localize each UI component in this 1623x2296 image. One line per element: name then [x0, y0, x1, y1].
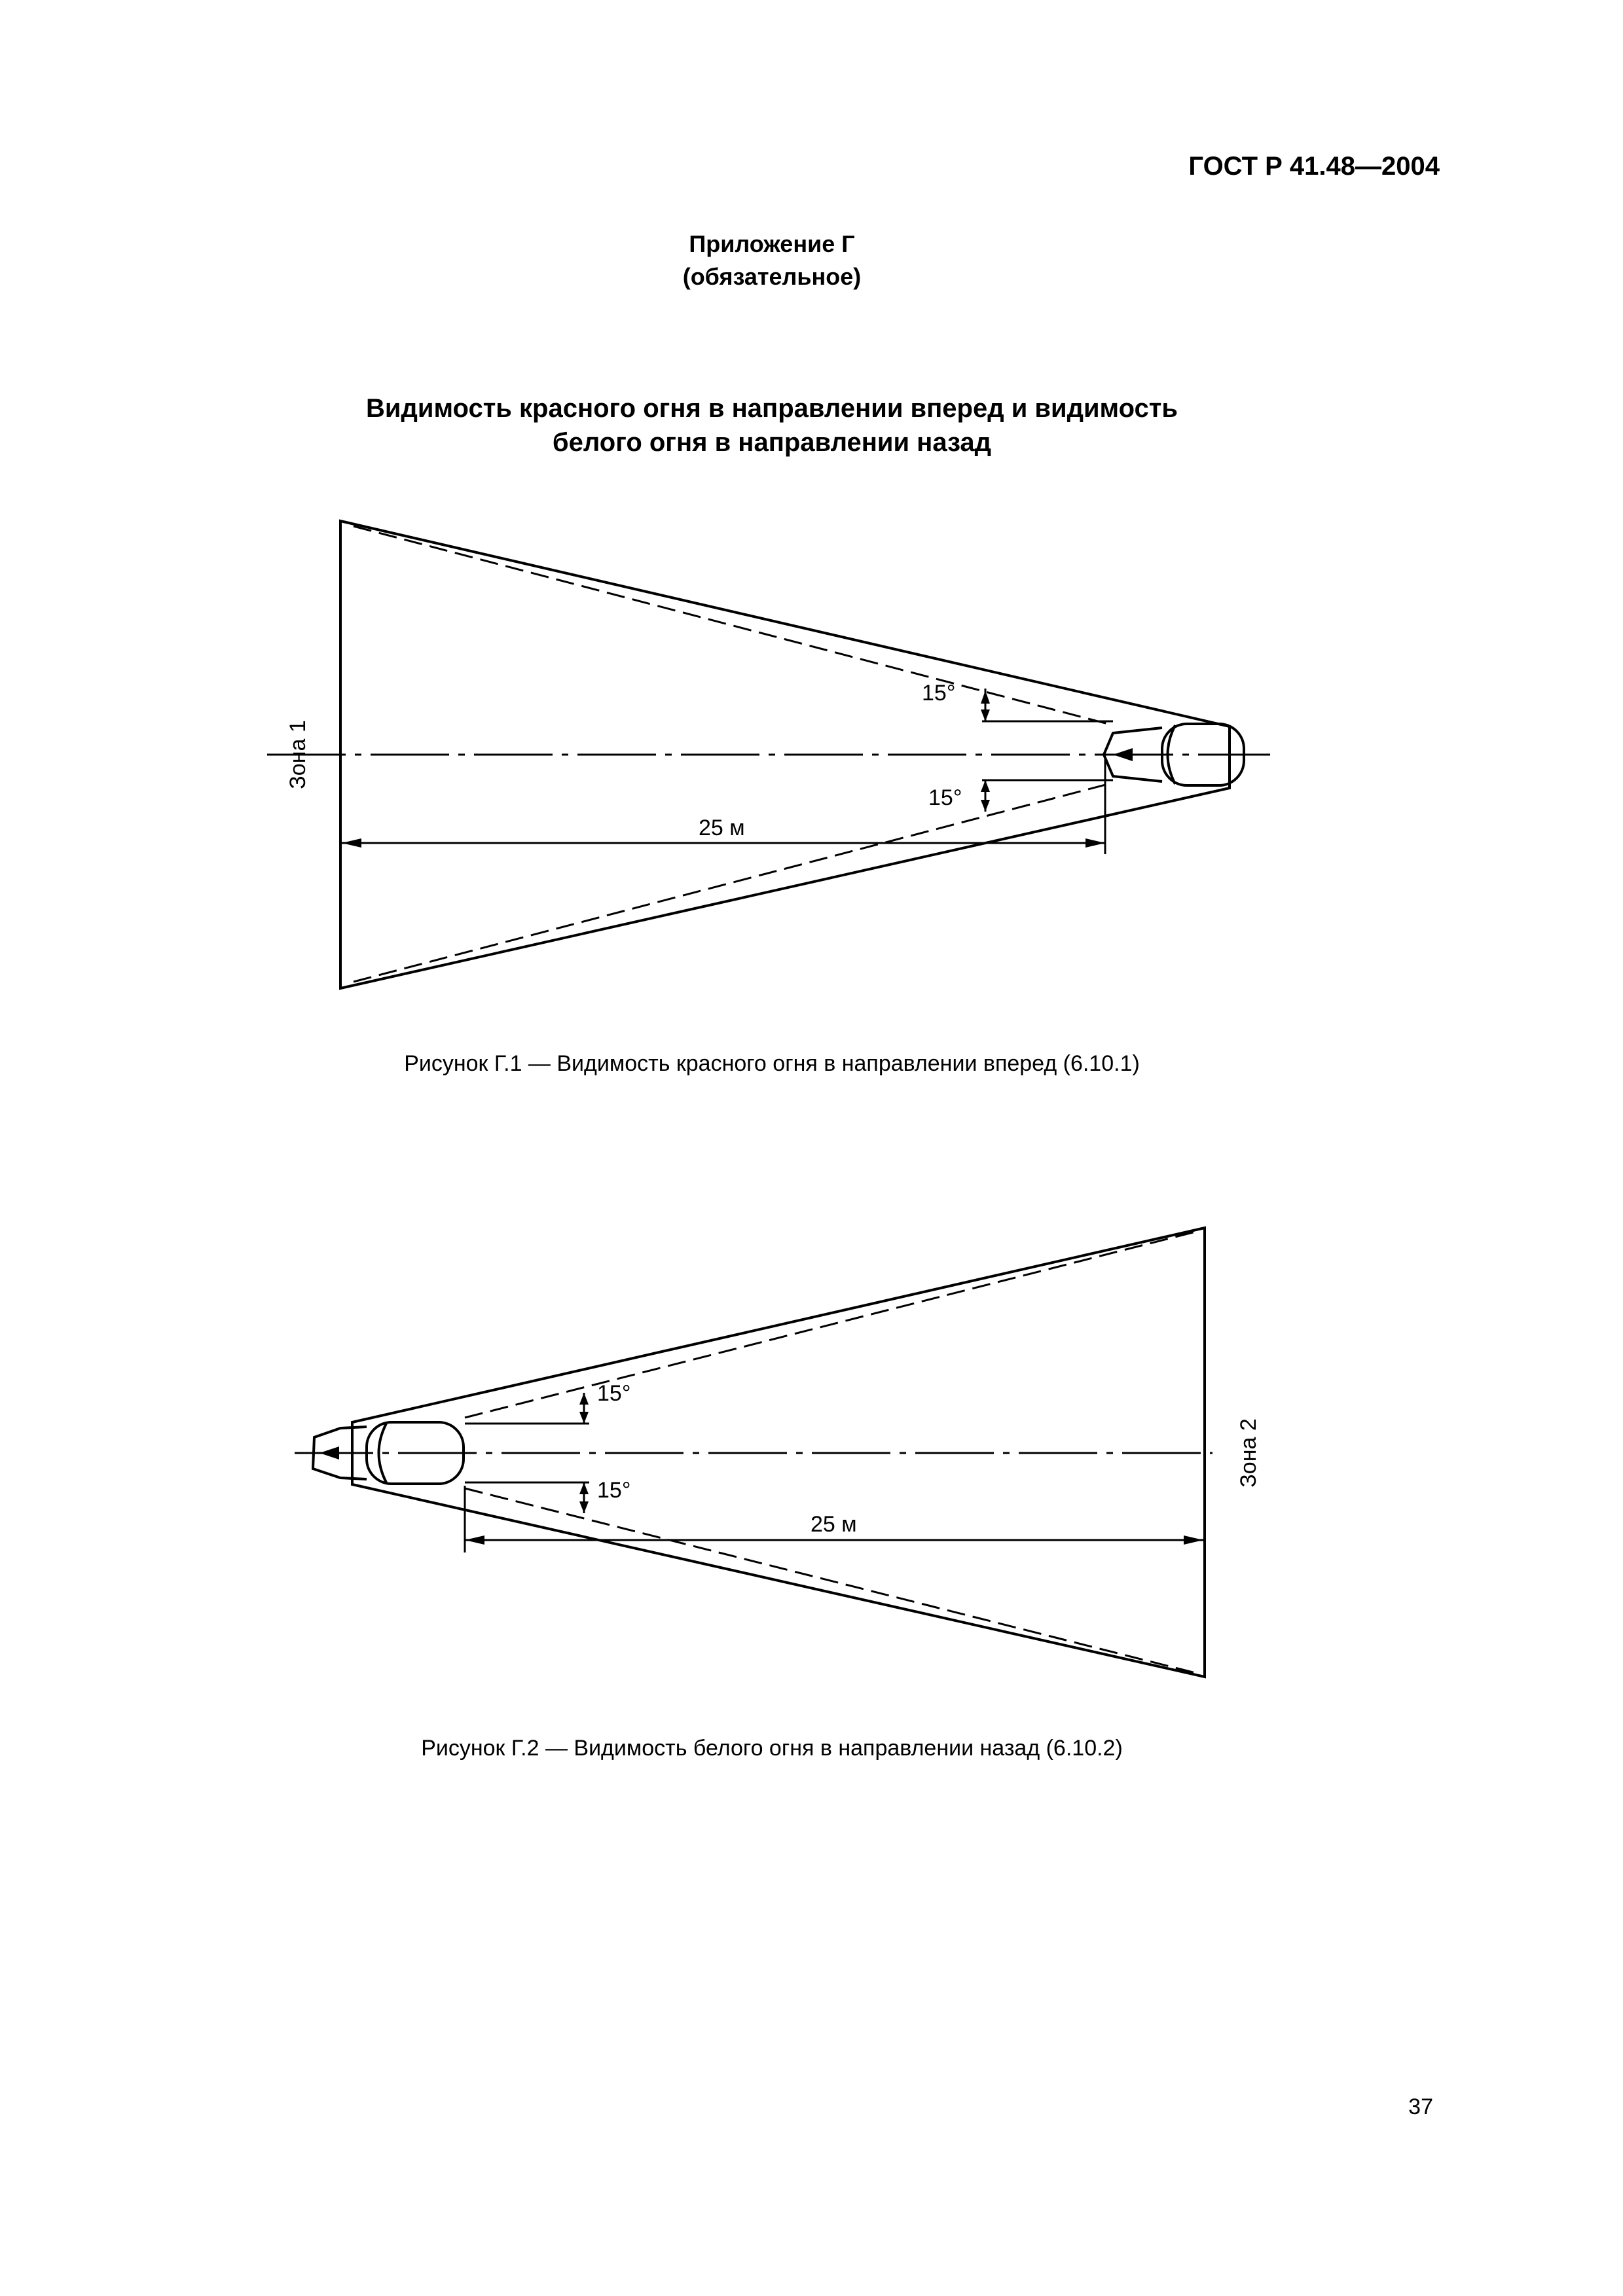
zone-1-label: Зона 1 [285, 720, 310, 789]
dashed-boundary-upper [465, 1232, 1195, 1418]
angle-label-upper: 15° [922, 681, 956, 706]
section-title-line-2: белого огня в направлении назад [552, 428, 992, 457]
angle-arrow-upper [579, 1393, 589, 1405]
appendix-title: Приложение Г [689, 230, 855, 257]
appendix-status: (обязательное) [682, 263, 862, 290]
angle-arrow-upper-end [981, 709, 990, 721]
section-title-line-1: Видимость красного огня в направлении вперед и видимость [366, 394, 1178, 423]
distance-arrow-right [1184, 1535, 1203, 1545]
distance-label: 25 м [699, 816, 745, 840]
figure-1-diagram [0, 504, 1623, 1014]
angle-label-lower: 15° [928, 785, 962, 810]
angle-arrow-lower [981, 780, 990, 792]
dashed-boundary-upper [354, 526, 1113, 725]
dashed-boundary-lower [354, 783, 1113, 982]
zone-2-label: Зона 2 [1236, 1418, 1261, 1488]
section-title [0, 391, 1544, 459]
distance-label: 25 м [811, 1512, 857, 1537]
angle-arrow-lower-end [579, 1501, 589, 1513]
figure-1-caption: Рисунок Г.1 — Видимость красного огня в направлении вперед (6.10.1) [404, 1051, 1140, 1076]
angle-label-upper: 15° [597, 1381, 631, 1406]
standard-code: ГОСТ Р 41.48—2004 [1188, 152, 1440, 181]
distance-arrow-left [342, 838, 361, 848]
distance-arrow-left [465, 1535, 484, 1545]
angle-arrow-lower [579, 1482, 589, 1494]
figure-2-diagram [0, 1204, 1623, 1702]
distance-arrow-right [1085, 838, 1105, 848]
figure-2-caption: Рисунок Г.2 — Видимость белого огня в направлении назад (6.10.2) [421, 1736, 1123, 1761]
angle-arrow-lower-end [981, 800, 990, 812]
angle-label-lower: 15° [597, 1478, 631, 1503]
angle-arrow-upper-end [579, 1412, 589, 1424]
page-number: 37 [1408, 2094, 1433, 2119]
